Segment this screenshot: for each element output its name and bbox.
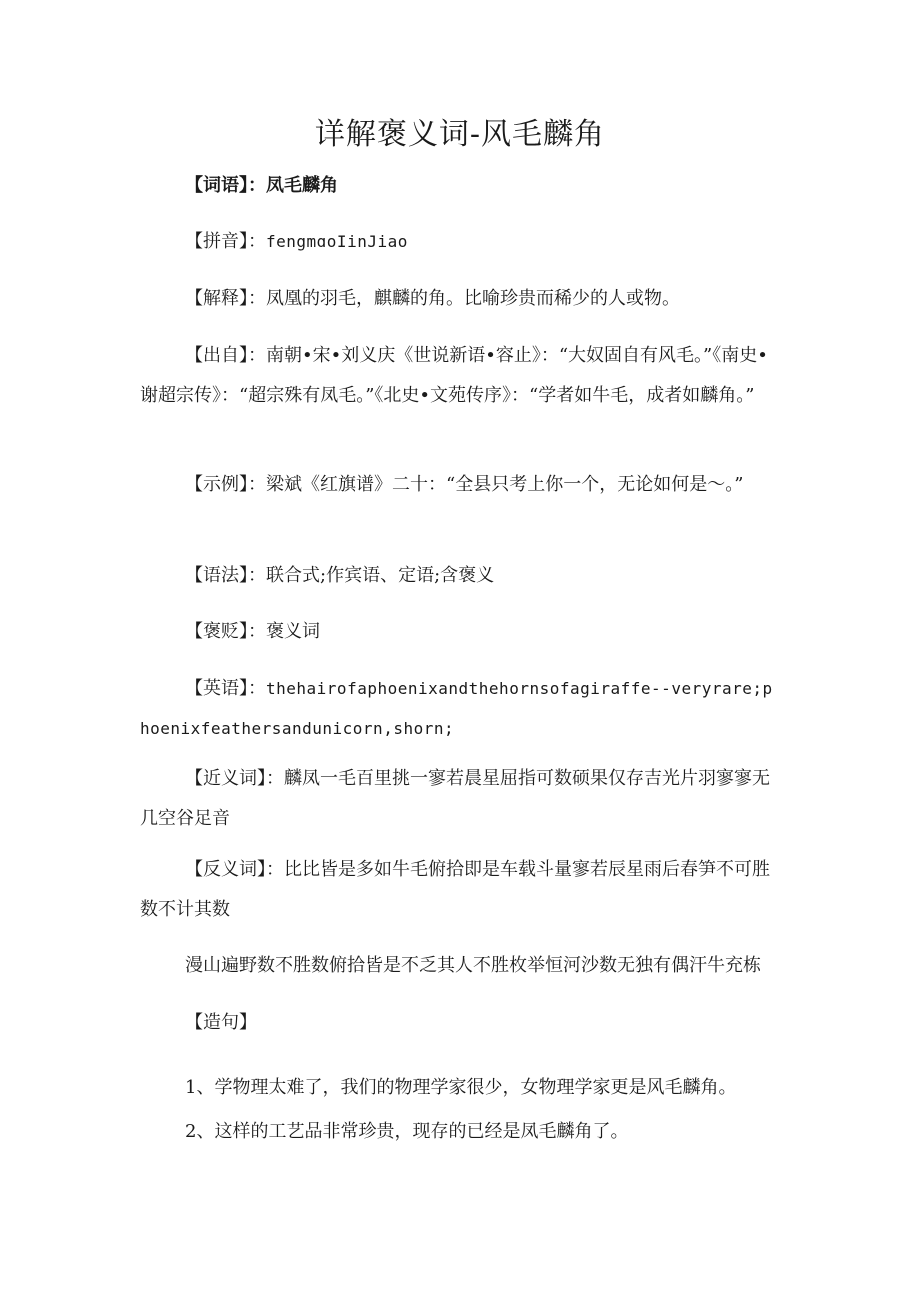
entry-chuzi (140, 336, 780, 416)
entry-label: 【拼音】： (185, 231, 266, 252)
entry-jinyici (140, 759, 780, 839)
page-title: 详解褒义词-风毛麟角 (314, 117, 606, 152)
entry-yingyu (140, 669, 780, 749)
entry-label: 【英语】： (185, 678, 266, 699)
entry-label: 【反义词】： (185, 859, 284, 880)
sentence-item: 1、学物理太难了，我们的物理学家很少，女物理学家更是风毛麟角。 (185, 1077, 737, 1098)
entry-value: 比比皆是多如牛毛俯拾即是车载斗量寥若辰星雨后春笋不可胜数不计其数 (140, 859, 770, 920)
entry-fanyici-more: 漫山遍野数不胜数俯拾皆是不乏其人不胜枚举恒河沙数无独有偶汗牛充栋 (185, 955, 761, 976)
entry-ciyu (140, 166, 780, 206)
entry-zaoju (140, 1003, 780, 1043)
entry-fanyici (140, 850, 780, 930)
entry-label: 【出自】： (185, 345, 266, 366)
entry-label: 【词语】： (185, 175, 266, 196)
entry-label: 【褒贬】： (185, 621, 266, 642)
entry-label: 【语法】： (185, 565, 266, 586)
entry-value: 褒义词 (266, 621, 320, 642)
entry-value: thehairofaphoenixandthehornsofagiraffe--veryrare;phoenixfeathersandunicorn,shorn; (140, 679, 773, 738)
entry-yufa (140, 556, 780, 596)
entry-baobian (140, 612, 780, 652)
entry-value: 联合式;作宾语、定语;含褒义 (266, 565, 495, 586)
entry-value: 凤毛麟角 (266, 175, 338, 196)
entry-label: 【造句】 (185, 1012, 257, 1033)
sentence-item: 2、这样的工艺品非常珍贵，现存的已经是凤毛麟角了。 (185, 1121, 629, 1142)
entry-jieshi (140, 279, 780, 319)
entry-pinyin (140, 222, 780, 262)
entry-value: 凤凰的羽毛，麒麟的角。比喻珍贵而稀少的人或物。 (266, 288, 680, 309)
entry-value: 梁斌《红旗谱》二十：“全县只考上你一个，无论如何是～。” (266, 474, 744, 495)
entry-label: 【示例】： (185, 474, 266, 495)
entry-label: 【解释】： (185, 288, 266, 309)
entry-value: 南朝•宋•刘义庆《世说新语•容止》：“大奴固自有风毛。”《南史•谢超宗传》：“超宗殊有凤毛。”《北史•文苑传序》：“学者如牛毛，成者如麟角。” (140, 345, 768, 406)
entry-value: fengmɑoIinJiao (266, 232, 408, 251)
entry-shili (140, 465, 780, 505)
entry-label: 【近义词】： (185, 768, 284, 789)
entry-value: 麟凤一毛百里挑一寥若晨星屈指可数硕果仅存吉光片羽寥寥无几空谷足音 (140, 768, 770, 829)
